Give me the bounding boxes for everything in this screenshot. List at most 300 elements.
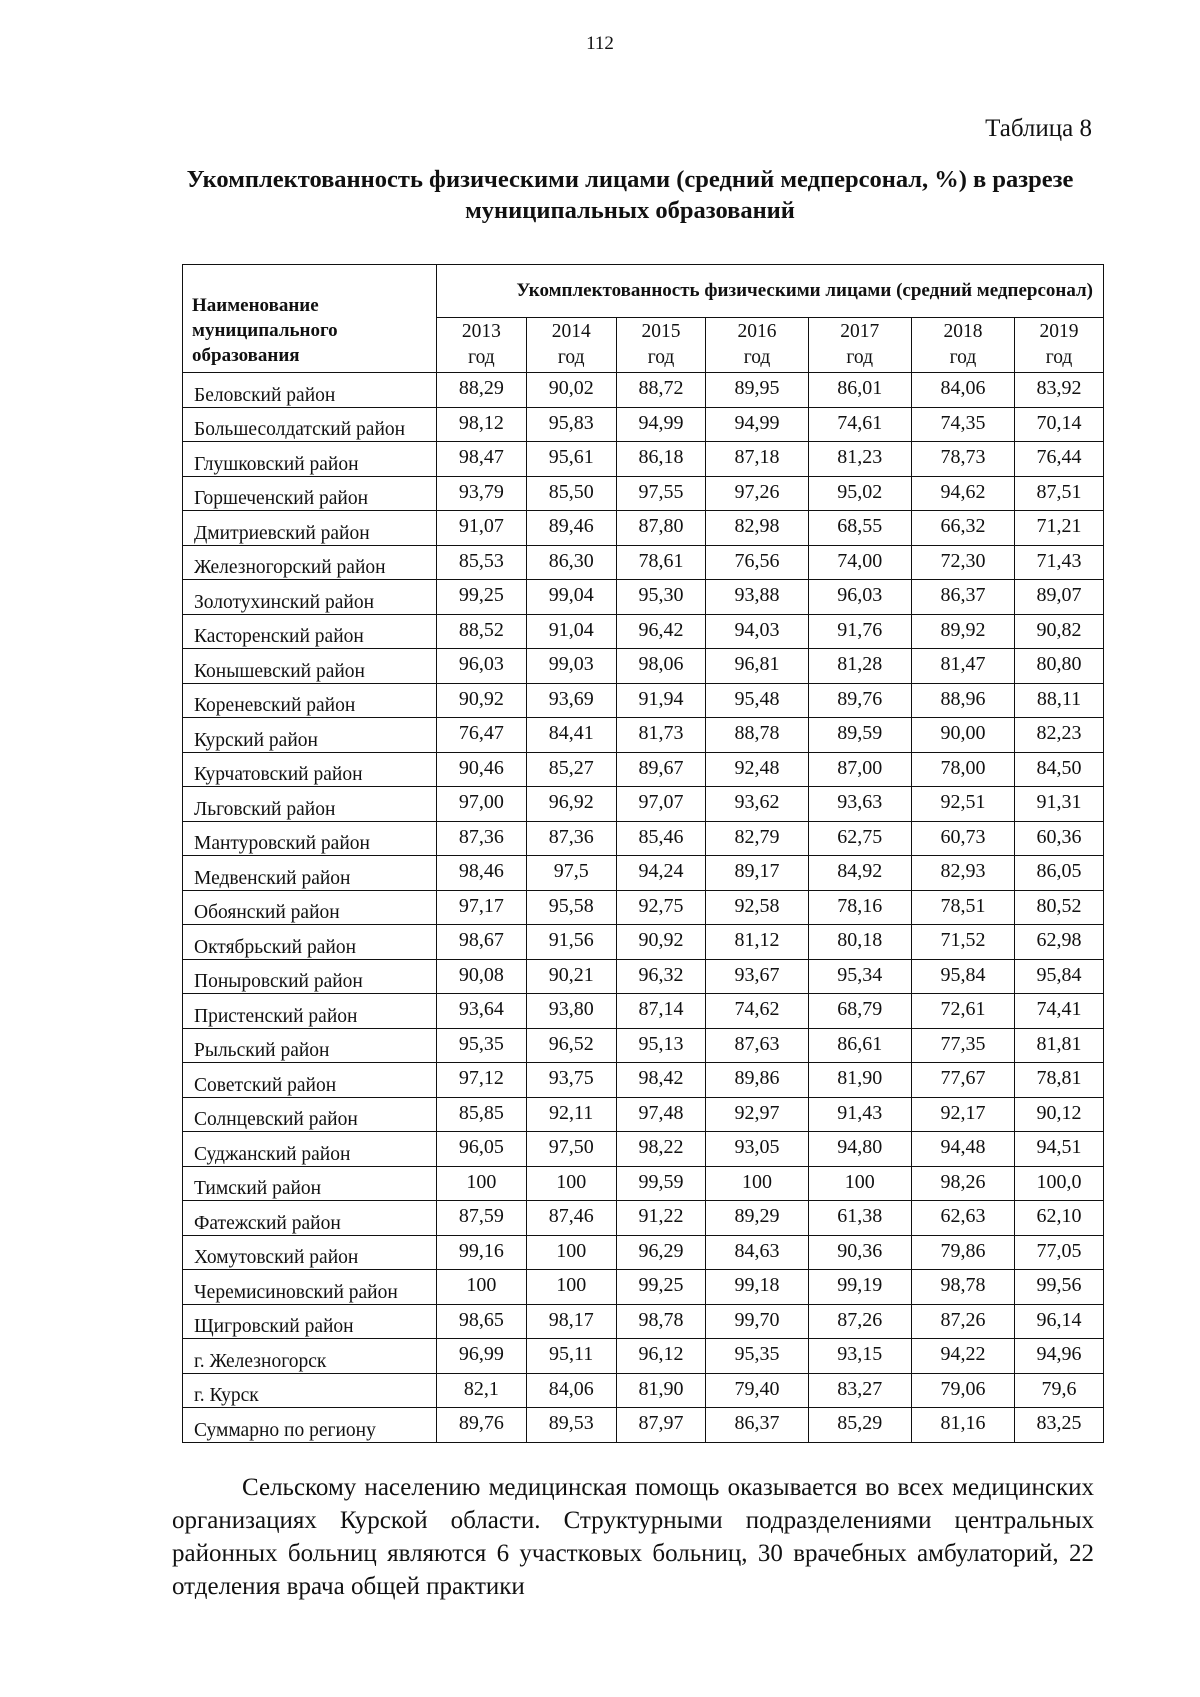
staffing-value: 97,48 [616,1097,706,1132]
municipality-name: Обоянский район [183,890,437,925]
table-row [183,1132,1104,1167]
staffing-value: 87,80 [616,511,706,546]
year-unit: год [949,347,977,368]
staffing-value: 89,59 [808,718,911,753]
staffing-value: 94,96 [1015,1339,1104,1374]
staffing-value: 70,14 [1015,407,1104,442]
staffing-value: 94,51 [1015,1132,1104,1167]
staffing-value: 82,1 [436,1373,526,1408]
table-row [183,1097,1104,1132]
staffing-value: 97,17 [436,890,526,925]
staffing-value: 86,30 [526,545,616,580]
staffing-value: 98,12 [436,407,526,442]
municipality-name: Рыльский район [183,1028,437,1063]
staffing-value: 93,63 [808,787,911,822]
staffing-value: 94,62 [911,476,1014,511]
staffing-value: 95,13 [616,1028,706,1063]
staffing-value: 72,30 [911,545,1014,580]
municipality-name: Золотухинский район [183,580,437,615]
table-row [183,1339,1104,1374]
staffing-value: 83,92 [1015,373,1104,408]
staffing-value: 95,61 [526,442,616,477]
staffing-value: 97,00 [436,787,526,822]
staffing-value: 96,05 [436,1132,526,1167]
staffing-value: 76,44 [1015,442,1104,477]
staffing-value: 98,42 [616,1063,706,1098]
staffing-value: 78,16 [808,890,911,925]
staffing-value: 99,16 [436,1235,526,1270]
staffing-value: 94,22 [911,1339,1014,1374]
staffing-value: 99,04 [526,580,616,615]
staffing-value: 83,25 [1015,1408,1104,1443]
staffing-value: 89,29 [706,1201,808,1236]
municipality-name: Тимский район [183,1166,437,1201]
staffing-value: 77,35 [911,1028,1014,1063]
staffing-value: 95,84 [1015,959,1104,994]
table-row [183,1201,1104,1236]
header-row-group [183,265,1104,318]
staffing-value: 88,29 [436,373,526,408]
staffing-value: 93,15 [808,1339,911,1374]
staffing-value: 89,17 [706,856,808,891]
municipality-name: Мантуровский район [183,821,437,856]
staffing-value: 93,80 [526,994,616,1029]
staffing-value: 92,58 [706,890,808,925]
staffing-value: 81,81 [1015,1028,1104,1063]
staffing-value: 90,92 [616,925,706,960]
municipality-name: Черемисиновский район [183,1270,437,1305]
municipality-name: Курчатовский район [183,752,437,787]
staffing-value: 100,0 [1015,1166,1104,1201]
staffing-value: 91,07 [436,511,526,546]
staffing-value: 96,32 [616,959,706,994]
staffing-value: 93,69 [526,683,616,718]
staffing-value: 82,98 [706,511,808,546]
staffing-value: 81,90 [808,1063,911,1098]
staffing-value: 87,97 [616,1408,706,1443]
staffing-value: 99,25 [616,1270,706,1305]
column-header-year [1015,318,1104,373]
table-row [183,407,1104,442]
municipality-name: Кореневский район [183,683,437,718]
staffing-value: 89,46 [526,511,616,546]
staffing-value: 98,67 [436,925,526,960]
table-row [183,442,1104,477]
staffing-value: 85,50 [526,476,616,511]
table-row [183,1270,1104,1305]
year-unit: год [468,347,495,368]
staffing-value: 93,79 [436,476,526,511]
staffing-value: 97,26 [706,476,808,511]
staffing-value: 87,46 [526,1201,616,1236]
table-row [183,787,1104,822]
staffing-value: 80,80 [1015,649,1104,684]
staffing-value: 90,02 [526,373,616,408]
staffing-value: 93,62 [706,787,808,822]
staffing-value: 99,56 [1015,1270,1104,1305]
staffing-value: 96,81 [706,649,808,684]
staffing-value: 86,18 [616,442,706,477]
staffing-value: 98,78 [616,1304,706,1339]
staffing-value: 99,25 [436,580,526,615]
staffing-value: 87,00 [808,752,911,787]
staffing-value: 82,93 [911,856,1014,891]
table-row [183,1028,1104,1063]
staffing-value: 96,29 [616,1235,706,1270]
staffing-value: 92,51 [911,787,1014,822]
staffing-value: 90,08 [436,959,526,994]
staffing-value: 86,37 [911,580,1014,615]
staffing-value: 85,46 [616,821,706,856]
municipality-name: Медвенский район [183,856,437,891]
staffing-value: 84,92 [808,856,911,891]
column-header-municipality: Наименование муниципального образования [183,265,437,373]
staffing-value: 95,48 [706,683,808,718]
staffing-value: 92,75 [616,890,706,925]
staffing-value: 87,18 [706,442,808,477]
staffing-value: 95,84 [911,959,1014,994]
table-row [183,1063,1104,1098]
table-label: Таблица 8 [985,115,1092,142]
staffing-value: 100 [526,1166,616,1201]
staffing-value: 82,23 [1015,718,1104,753]
municipality-name: Щигровский район [183,1304,437,1339]
staffing-value: 86,05 [1015,856,1104,891]
municipality-name: Льговский район [183,787,437,822]
staffing-value: 79,6 [1015,1373,1104,1408]
staffing-value: 98,78 [911,1270,1014,1305]
table-row [183,752,1104,787]
municipality-name: Суммарно по региону [183,1408,437,1443]
municipality-name: Горшеченский район [183,476,437,511]
staffing-value: 97,5 [526,856,616,891]
year-label: 2017 [840,321,880,342]
staffing-value: 79,40 [706,1373,808,1408]
staffing-value: 99,19 [808,1270,911,1305]
table-row [183,476,1104,511]
staffing-value: 61,38 [808,1201,911,1236]
staffing-value: 62,75 [808,821,911,856]
table-row [183,580,1104,615]
staffing-value: 84,06 [526,1373,616,1408]
staffing-value: 99,70 [706,1304,808,1339]
year-unit: год [846,347,874,368]
staffing-value: 81,47 [911,649,1014,684]
staffing-value: 85,27 [526,752,616,787]
table-row [183,1373,1104,1408]
staffing-value: 81,12 [706,925,808,960]
staffing-value: 85,29 [808,1408,911,1443]
staffing-value: 78,00 [911,752,1014,787]
municipality-name: Курский район [183,718,437,753]
staffing-value: 84,41 [526,718,616,753]
year-label: 2015 [641,321,681,342]
staffing-value: 99,59 [616,1166,706,1201]
staffing-value: 100 [436,1166,526,1201]
table-body [183,373,1104,1443]
staffing-value: 95,11 [526,1339,616,1374]
table-row [183,856,1104,891]
staffing-value: 98,17 [526,1304,616,1339]
staffing-value: 98,65 [436,1304,526,1339]
staffing-value: 92,11 [526,1097,616,1132]
staffing-value: 100 [808,1166,911,1201]
municipality-name: Советский район [183,1063,437,1098]
staffing-value: 62,63 [911,1201,1014,1236]
staffing-value: 90,21 [526,959,616,994]
table-row [183,890,1104,925]
staffing-value: 89,67 [616,752,706,787]
table-row [183,718,1104,753]
staffing-value: 94,48 [911,1132,1014,1167]
staffing-value: 71,43 [1015,545,1104,580]
staffing-value: 89,86 [706,1063,808,1098]
table-row [183,1304,1104,1339]
staffing-value: 95,35 [436,1028,526,1063]
staffing-value: 88,78 [706,718,808,753]
staffing-value: 74,62 [706,994,808,1029]
municipality-name: Конышевский район [183,649,437,684]
staffing-value: 87,63 [706,1028,808,1063]
staffing-value: 96,92 [526,787,616,822]
column-header-year [526,318,616,373]
staffing-value: 97,55 [616,476,706,511]
table-row [183,959,1104,994]
municipality-name: Большесолдатский район [183,407,437,442]
staffing-value: 87,51 [1015,476,1104,511]
staffing-value: 96,03 [808,580,911,615]
staffing-value: 98,47 [436,442,526,477]
table-row [183,1408,1104,1443]
staffing-value: 88,52 [436,614,526,649]
staffing-value: 72,61 [911,994,1014,1029]
staffing-value: 78,81 [1015,1063,1104,1098]
staffing-value: 91,31 [1015,787,1104,822]
municipality-name: Октябрьский район [183,925,437,960]
staffing-value: 91,04 [526,614,616,649]
year-unit: год [1045,347,1073,368]
staffing-value: 95,34 [808,959,911,994]
staffing-value: 91,43 [808,1097,911,1132]
staffing-value: 60,73 [911,821,1014,856]
staffing-value: 99,03 [526,649,616,684]
staffing-value: 62,10 [1015,1201,1104,1236]
staffing-value: 97,07 [616,787,706,822]
staffing-value: 95,58 [526,890,616,925]
table-title: Укомплектованность физическими лицами (средний медперсонал, %) в разрезе муниципальных образований [186,166,1074,224]
staffing-value: 99,18 [706,1270,808,1305]
staffing-value: 76,56 [706,545,808,580]
staffing-value: 94,99 [706,407,808,442]
staffing-value: 89,07 [1015,580,1104,615]
table-row [183,925,1104,960]
staffing-value: 88,11 [1015,683,1104,718]
table-row [183,649,1104,684]
municipality-name: г. Курск [183,1373,437,1408]
staffing-value: 96,42 [616,614,706,649]
staffing-value: 94,80 [808,1132,911,1167]
staffing-value: 98,46 [436,856,526,891]
staffing-value: 74,61 [808,407,911,442]
staffing-value: 87,26 [911,1304,1014,1339]
page-number: 112 [586,33,614,54]
staffing-value: 95,35 [706,1339,808,1374]
staffing-value: 100 [526,1235,616,1270]
staffing-value: 94,24 [616,856,706,891]
staffing-value: 76,47 [436,718,526,753]
staffing-value: 86,01 [808,373,911,408]
staffing-value: 87,14 [616,994,706,1029]
staffing-value: 62,98 [1015,925,1104,960]
table-row [183,994,1104,1029]
staffing-value: 71,21 [1015,511,1104,546]
staffing-value: 83,27 [808,1373,911,1408]
staffing-value: 68,55 [808,511,911,546]
staffing-value: 98,22 [616,1132,706,1167]
staffing-value: 93,67 [706,959,808,994]
staffing-value: 89,53 [526,1408,616,1443]
municipality-name: Суджанский район [183,1132,437,1167]
staffing-value: 81,90 [616,1373,706,1408]
body-paragraph: Сельскому населению медицинская помощь оказывается во всех медицинских организациях Курской области. Структурными подразделениями центральных районных больниц являются 6 участковых больниц, 30 врачебных амбулаторий, 22 отделения врача общей практики [172,1474,1094,1600]
municipality-name: Солнцевский район [183,1097,437,1132]
staffing-value: 89,76 [808,683,911,718]
table-row [183,683,1104,718]
staffing-value: 78,51 [911,890,1014,925]
staffing-value: 91,56 [526,925,616,960]
staffing-value: 60,36 [1015,821,1104,856]
staffing-value: 74,00 [808,545,911,580]
year-label: 2018 [943,321,983,342]
staffing-value: 96,12 [616,1339,706,1374]
column-header-year [436,318,526,373]
staffing-value: 79,06 [911,1373,1014,1408]
staffing-value: 100 [526,1270,616,1305]
staffing-value: 90,36 [808,1235,911,1270]
staffing-value: 93,64 [436,994,526,1029]
municipality-name: Хомутовский район [183,1235,437,1270]
staffing-value: 96,52 [526,1028,616,1063]
staffing-table [182,264,1104,1443]
column-header-year [616,318,706,373]
municipality-name: Глушковский район [183,442,437,477]
column-header-year [808,318,911,373]
staffing-value: 79,86 [911,1235,1014,1270]
staffing-value: 89,92 [911,614,1014,649]
staffing-value: 87,59 [436,1201,526,1236]
staffing-value: 87,36 [526,821,616,856]
staffing-value: 93,75 [526,1063,616,1098]
staffing-value: 90,92 [436,683,526,718]
staffing-value: 92,48 [706,752,808,787]
year-label: 2016 [737,321,777,342]
staffing-value: 89,95 [706,373,808,408]
staffing-value: 81,73 [616,718,706,753]
staffing-value: 77,67 [911,1063,1014,1098]
staffing-value: 89,76 [436,1408,526,1443]
staffing-value: 81,28 [808,649,911,684]
staffing-value: 84,63 [706,1235,808,1270]
staffing-value: 92,97 [706,1097,808,1132]
year-unit: год [647,347,675,368]
municipality-name: Поныровский район [183,959,437,994]
staffing-value: 95,83 [526,407,616,442]
staffing-value: 87,26 [808,1304,911,1339]
staffing-value: 77,05 [1015,1235,1104,1270]
staffing-value: 82,79 [706,821,808,856]
staffing-value: 92,17 [911,1097,1014,1132]
year-unit: год [557,347,585,368]
table-row [183,1235,1104,1270]
staffing-value: 90,46 [436,752,526,787]
staffing-value: 94,03 [706,614,808,649]
municipality-name: Железногорский район [183,545,437,580]
staffing-value: 78,61 [616,545,706,580]
staffing-value: 81,23 [808,442,911,477]
staffing-value: 80,52 [1015,890,1104,925]
column-header-year [706,318,808,373]
staffing-value: 97,12 [436,1063,526,1098]
table-row [183,511,1104,546]
staffing-value: 85,53 [436,545,526,580]
staffing-value: 81,16 [911,1408,1014,1443]
staffing-value: 96,99 [436,1339,526,1374]
column-header-year [911,318,1014,373]
staffing-value: 100 [706,1166,808,1201]
staffing-value: 96,14 [1015,1304,1104,1339]
year-label: 2014 [551,321,591,342]
municipality-name: Фатежский район [183,1201,437,1236]
staffing-value: 78,73 [911,442,1014,477]
staffing-value: 88,96 [911,683,1014,718]
staffing-value: 95,30 [616,580,706,615]
staffing-value: 74,35 [911,407,1014,442]
staffing-value: 96,03 [436,649,526,684]
staffing-value: 91,22 [616,1201,706,1236]
year-label: 2013 [461,321,501,342]
staffing-value: 98,26 [911,1166,1014,1201]
municipality-name: Касторенский район [183,614,437,649]
municipality-name: Пристенский район [183,994,437,1029]
staffing-value: 98,06 [616,649,706,684]
table-row [183,1166,1104,1201]
staffing-value: 74,41 [1015,994,1104,1029]
staffing-value: 84,06 [911,373,1014,408]
municipality-name: г. Железногорск [183,1339,437,1374]
staffing-value: 90,12 [1015,1097,1104,1132]
staffing-value: 90,82 [1015,614,1104,649]
staffing-value: 100 [436,1270,526,1305]
table-row [183,614,1104,649]
staffing-value: 80,18 [808,925,911,960]
table-row [183,821,1104,856]
staffing-value: 95,02 [808,476,911,511]
staffing-value: 86,37 [706,1408,808,1443]
staffing-value: 94,99 [616,407,706,442]
staffing-value: 93,05 [706,1132,808,1167]
municipality-name: Дмитриевский район [183,511,437,546]
staffing-value: 97,50 [526,1132,616,1167]
municipality-name: Беловский район [183,373,437,408]
staffing-value: 87,36 [436,821,526,856]
staffing-value: 91,94 [616,683,706,718]
staffing-value: 88,72 [616,373,706,408]
year-label: 2019 [1039,321,1079,342]
staffing-value: 90,00 [911,718,1014,753]
staffing-value: 86,61 [808,1028,911,1063]
table-row [183,545,1104,580]
staffing-value: 93,88 [706,580,808,615]
